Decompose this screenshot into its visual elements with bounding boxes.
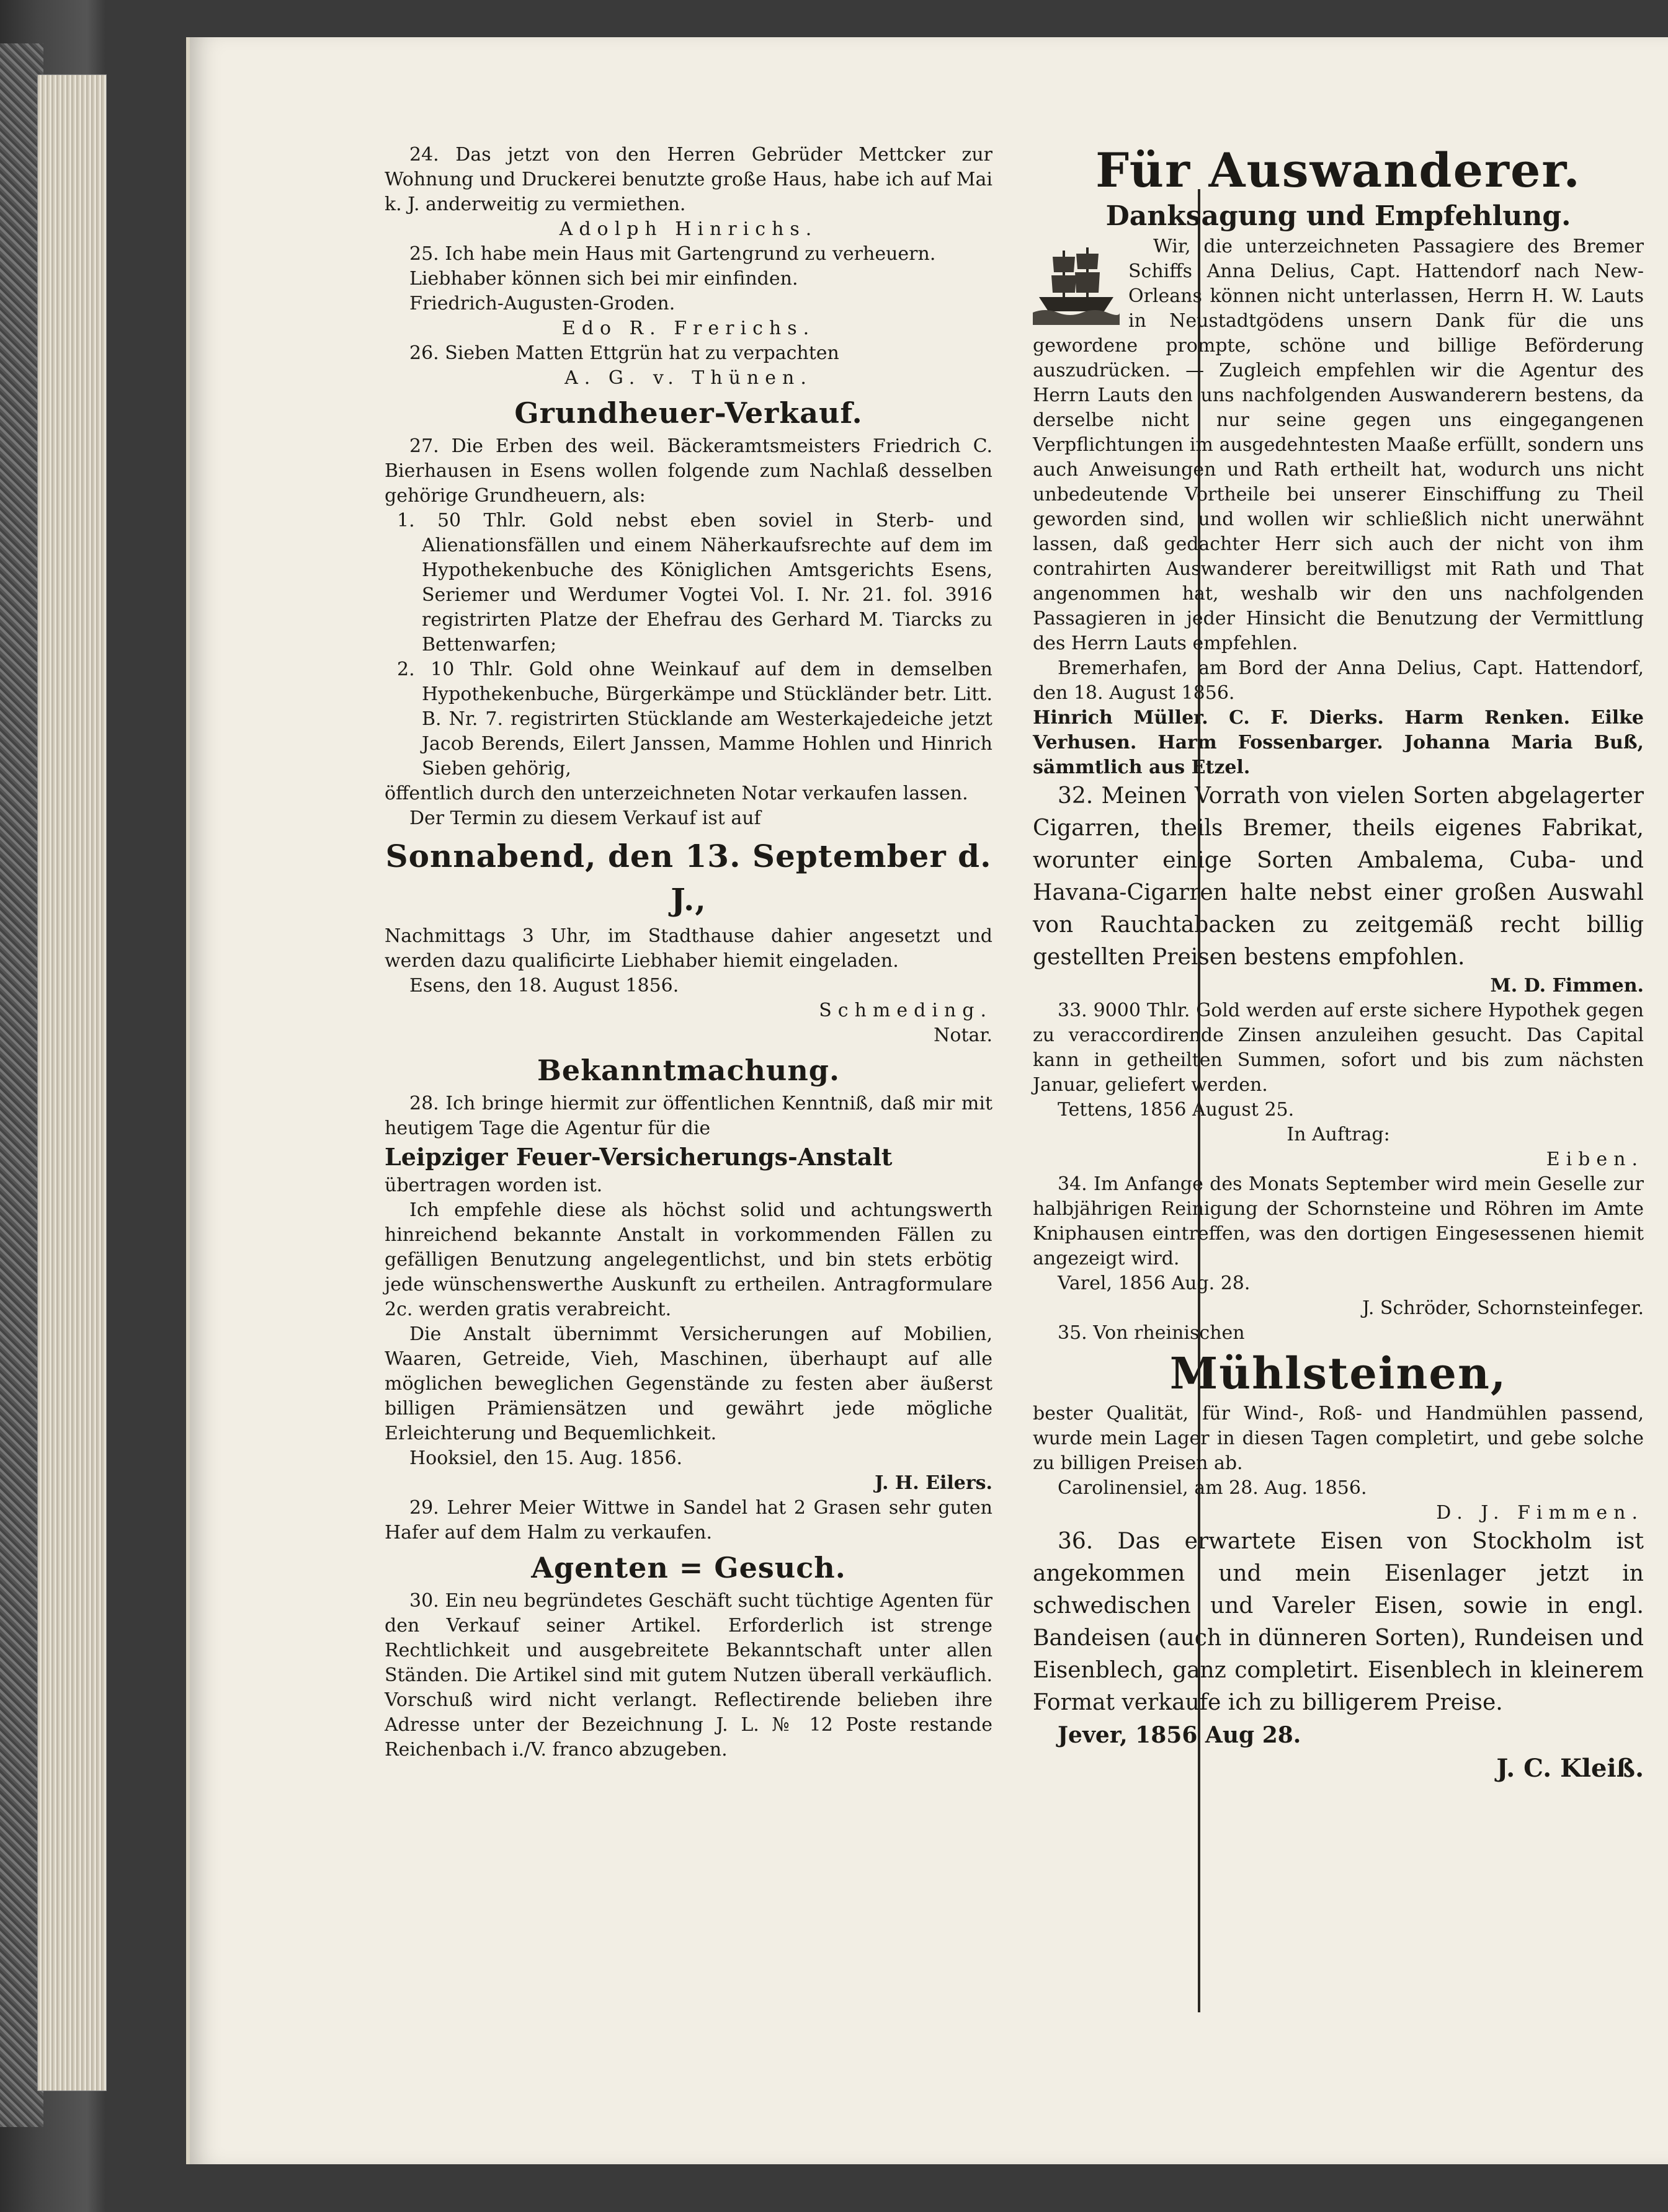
ad-31: Wir, die unterzeichneten Passagiere des Bremer Schiffs Anna Delius, Capt. Hattendorf nach New-Orleans können nicht unterlassen, Herrn H. W. Lauts in Neustadtgödens unsern Dank für die uns gewordene prompte, schöne und billige Beförderung auszudrücken. — Zugleich empfehlen wir die Agentur des Herrn Lauts den uns nachfolgenden Auswanderern bestens, da derselbe nicht nur seine gegen uns eingegangenen Verpflichtungen im ausgedehntesten Maaße erfüllt, sondern uns auch Anweisungen und Rath ertheilt hat, wodurch uns nicht unbedeutende Vortheile bei unserer Einschiffung zu Theil geworden sind, und wollen wir schließlich nicht unerwähnt lassen, daß gedachter Herr sich auch der nicht von ihm contrahirten Auswanderer bereitwilligst mit Rath und That angenommen hat, weshalb wir den uns nachfolgenden Passagieren in jeder Hinsicht die Benutzung der Vermittlung des Herrn Lauts empfehlen. xyxy=(1033,236,1644,654)
ad-26: 26. Sieben Matten Ettgrün hat zu verpachten xyxy=(409,342,839,364)
ad-28-b: übertragen worden ist. xyxy=(385,1175,603,1196)
ad-27-c: öffentlich durch den unterzeichneten Notar verkaufen lassen. xyxy=(385,783,968,804)
ad-35: 35. Von rheinischen xyxy=(1058,1322,1245,1344)
ad-34-signature: J. Schröder, Schornsteinfeger. xyxy=(1362,1297,1644,1319)
ad-32-signature: M. D. Fimmen. xyxy=(1490,975,1644,997)
ad-27-f: Esens, den 18. August 1856. xyxy=(409,975,679,997)
left-column xyxy=(385,143,992,1762)
heading-muehlsteinen: Mühlsteinen, xyxy=(1169,1348,1507,1399)
ad-31-b: Bremerhafen, am Bord der Anna Delius, Capt. Hattendorf, den 18. August 1856. xyxy=(1033,657,1644,704)
ad-36-signature: J. C. Kleiß. xyxy=(1496,1754,1644,1783)
ad-27-signature-title: Notar. xyxy=(934,1024,992,1046)
ad-25-b: Liebhaber können sich bei mir einfinden. xyxy=(409,268,798,290)
ad-24-signature: Adolph Hinrichs. xyxy=(559,218,818,240)
ad-27-item-1: 1. 50 Thlr. Gold nebst eben soviel in Sterb- und Alienationsfällen und einem Näherkaufsrechte auf dem im Hypothekenbuche des Königlichen Amtsgerichts Esens, Seriemer und Werdumer Vogtei Vol. I. Nr. 21. fol. 3916 registrirten Platze der Ehefrau des Gerhard M. Tiarcks zu Bettenwarfen; xyxy=(397,510,992,655)
ad-26-signature: A. G. v. Thünen. xyxy=(564,367,813,389)
ad-29: 29. Lehrer Meier Wittwe in Sandel hat 2 Grasen sehr guten Hafer auf dem Halm zu verkaufen. xyxy=(385,1497,992,1544)
ad-34-b: Varel, 1856 Aug. 28. xyxy=(1058,1273,1251,1294)
ad-35-signature: D. J. Fimmen. xyxy=(1436,1502,1644,1524)
ad-27-e: Nachmittags 3 Uhr, im Stadthause dahier angesetzt und werden dazu qualificirte Liebhaber hiemit eingeladen. xyxy=(385,925,992,972)
ad-36: 36. Das erwartete Eisen von Stockholm ist angekommen und mein Eisenlager jetzt in schwedischen und Vareler Eisen, sowie in engl. Bandeisen (auch in dünneren Sorten), Rundeisen und Eisenblech, ganz completirt. Eisenblech in kleinerem Format verkaufe ich zu billigerem Preise. xyxy=(1033,1529,1644,1715)
ad-36-b: Jever, 1856 Aug 28. xyxy=(1058,1722,1301,1748)
heading-danksagung: Danksagung und Empfehlung. xyxy=(1105,200,1571,232)
ad-28-signature: J. H. Eilers. xyxy=(875,1472,992,1494)
heading-grundheuer: Grundheuer-Verkauf. xyxy=(514,396,863,430)
right-column xyxy=(1033,143,1644,1786)
ad-28-d: Die Anstalt übernimmt Versicherungen auf Mobilien, Waaren, Getreide, Vieh, Maschinen, überhaupt auf alle möglichen beweglichen Gegenstände zu festen aber äußerst billigen Prämiensätzen und gewährt jede mögliche Erleichterung und Bequemlichkeit. xyxy=(385,1323,992,1444)
ad-35-b: bester Qualität, für Wind-, Roß- und Handmühlen passend, wurde mein Lager in diesen Tagen completirt, und gebe solche zu billigen Preisen ab. xyxy=(1033,1403,1644,1474)
ad-28-c: Ich empfehle diese als höchst solid und achtungswerth hinreichend bekannte Anstalt in vorkommenden Fällen zu gefälligen Benutzung angelegentlichst, und bin stets erbötig jede wünschenswerthe Auskunft zu ertheilen. Antragformulare 2c. werden gratis verabreicht. xyxy=(385,1199,992,1320)
ad-25-c: Friedrich-Augusten-Groden. xyxy=(409,293,676,314)
ship-icon xyxy=(1033,238,1120,325)
ad-25-signature: Edo R. Frerichs. xyxy=(561,318,816,339)
ad-27-signature: Schmeding. xyxy=(819,1000,992,1021)
ad-27-item-2: 2. 10 Thlr. Gold ohne Weinkauf auf dem in demselben Hypothekenbuche, Bürgerkämpe und Stückländer betr. Litt. B. Nr. 7. registrirten Stücklande am Westerkajedeiche jetzt Jacob Berends, Eilert Janssen, Mamme Hohlen und Hinrich Sieben gehörig, xyxy=(397,659,992,780)
ad-27-date: Sonnabend, den 13. September d. J., xyxy=(385,838,992,918)
ad-34: 34. Im Anfange des Monats September wird mein Geselle zur halbjährigen Reinigung der Schornsteine und Röhren im Amte Kniphausen eintreffen, was den dortigen Eingesessenen hiemit angezeigt wird. xyxy=(1033,1173,1644,1269)
ad-28-e: Hooksiel, den 15. Aug. 1856. xyxy=(409,1447,683,1469)
ad-27-d: Der Termin zu diesem Verkauf ist auf xyxy=(409,807,761,829)
ad-33: 33. 9000 Thlr. Gold werden auf erste sichere Hypothek gegen zu veraccordirende Zinsen anzuleihen gesucht. Das Capital kann in getheilten Summen, sofort und bis zum nächsten Januar, geliefert werden. xyxy=(1033,1000,1644,1096)
ad-33-signature: Eiben. xyxy=(1546,1148,1644,1170)
ad-28: 28. Ich bringe hiermit zur öffentlichen Kenntniß, daß mir mit heutigem Tage die Agentur für die xyxy=(385,1093,992,1139)
ad-33-c: In Auftrag: xyxy=(1287,1124,1390,1145)
ad-31-signatures: Hinrich Müller. C. F. Dierks. Harm Renken. Eilke Verhusen. Harm Fossenbarger. Johanna Maria Buß, sämmtlich aus Etzel. xyxy=(1033,707,1644,778)
heading-auswanderer: Für Auswanderer. xyxy=(1095,143,1581,198)
ad-25: 25. Ich habe mein Haus mit Gartengrund zu verheuern. xyxy=(409,243,936,265)
ad-28-firm: Leipziger Feuer-Versicherungs-Anstalt xyxy=(385,1143,893,1171)
ad-24: 24. Das jetzt von den Herren Gebrüder Mettcker zur Wohnung und Druckerei benutzte große Haus, habe ich auf Mai k. J. anderweitig zu vermiethen. xyxy=(385,144,992,215)
ad-33-b: Tettens, 1856 August 25. xyxy=(1058,1099,1295,1121)
ad-32: 32. Meinen Vorrath von vielen Sorten abgelagerter Cigarren, theils Bremer, theils eigenes Fabrikat, worunter einige Sorten Ambalema, Cuba- und Havana-Cigarren halte nebst einer großen Auswahl von Rauchtabacken zu zeitgemäß recht billig gestellten Preisen bestens empfohlen. xyxy=(1033,783,1644,970)
book-page-edges xyxy=(37,74,107,2091)
heading-agenten: Agenten = Gesuch. xyxy=(531,1551,846,1584)
heading-bekanntmachung: Bekanntmachung. xyxy=(537,1054,840,1087)
ad-30: 30. Ein neu begründetes Geschäft sucht tüchtige Agenten für den Verkauf seiner Artikel. Erforderlich ist strenge Rechtlichkeit und ausgebreitete Bekanntschaft unter allen Ständen. Die Artikel sind mit gutem Nutzen überall verkäuflich. Vorschuß wird nicht verlangt. Reflectirende belieben ihre Adresse unter der Bezeichnung J. L. № 12 Poste restande Reichenbach i./V. franco abzugeben. xyxy=(385,1590,992,1761)
ad-27: 27. Die Erben des weil. Bäckeramtsmeisters Friedrich C. Bierhausen in Esens wollen folgende zum Nachlaß desselben gehörige Grundheuern, als: xyxy=(385,435,992,507)
ad-35-c: Carolinensiel, am 28. Aug. 1856. xyxy=(1058,1477,1367,1499)
